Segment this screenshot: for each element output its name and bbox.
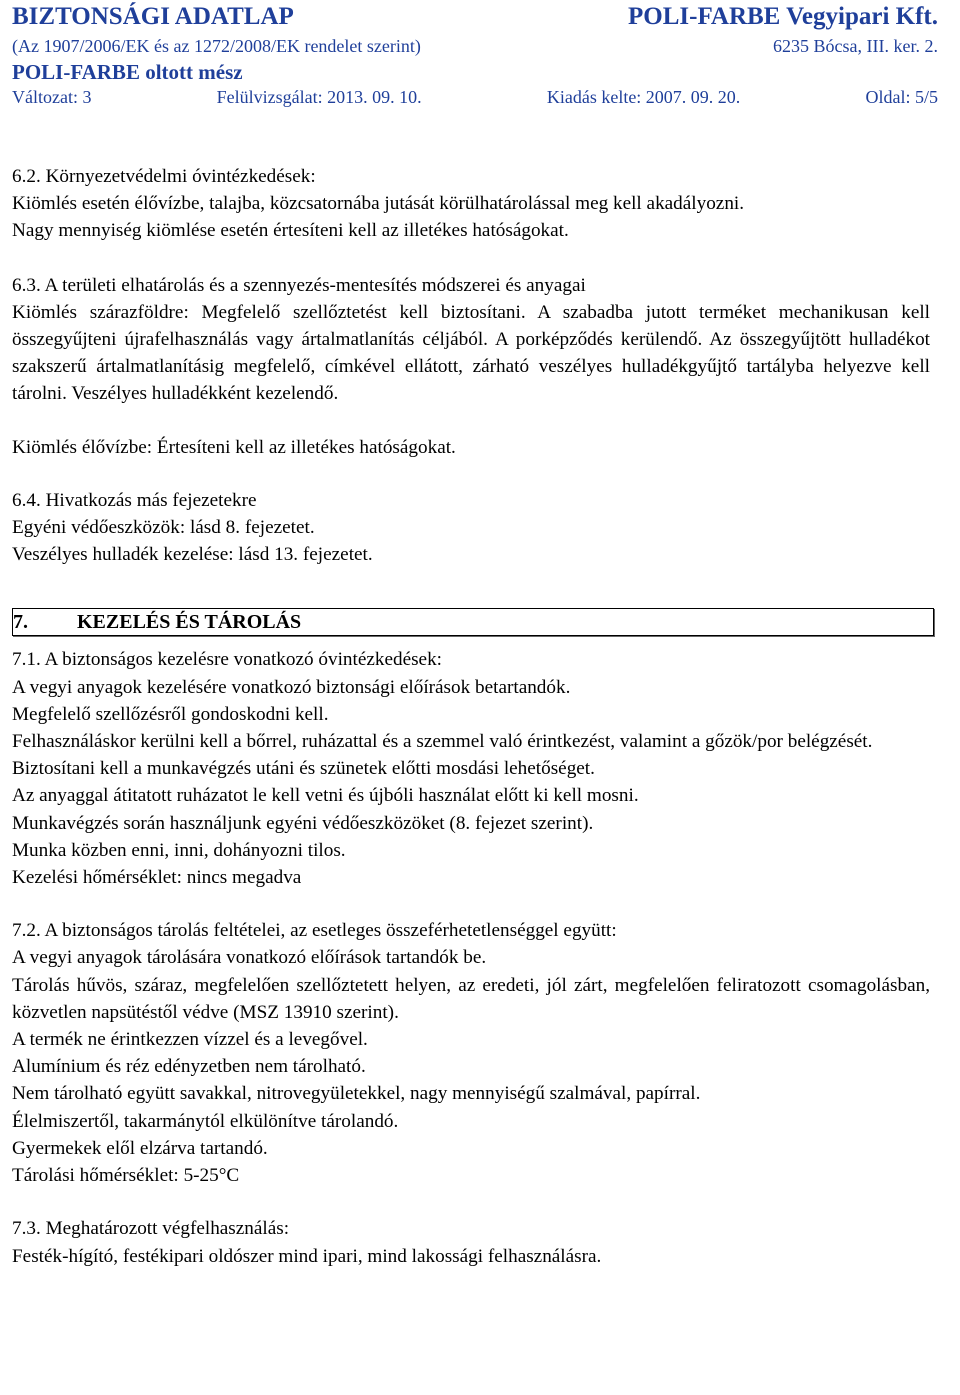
section-6-2-heading: 6.2. Környezetvédelmi óvintézkedések:	[12, 166, 316, 187]
section-7-2-line: Nem tárolható együtt savakkal, nitrovegyületekkel, nagy mennyiségű szalmával, papírral.	[12, 1083, 701, 1105]
header-sub-row	[12, 36, 938, 57]
company-name: POLI-FARBE Vegyipari Kft.	[628, 3, 938, 30]
section-7-2-line: A vegyi anyagok tárolására vonatkozó előírások tartandók be.	[12, 947, 487, 969]
section-6-3-heading: 6.3. A területi elhatárolás és a szennyezés-mentesítés módszerei és anyagai	[12, 274, 586, 296]
section-7-2-line: Alumínium és réz edényzetben nem tárolható.	[12, 1056, 366, 1078]
section-7-2-heading: 7.2. A biztonságos tárolás feltételei, az esetleges összeférhetetlenséggel együtt:	[12, 920, 617, 942]
section-7-title: KEZELÉS ÉS TÁROLÁS	[77, 611, 302, 634]
section-7-title-box	[12, 608, 934, 636]
section-7-2-line: Gyermekek elől elzárva tartandó.	[12, 1137, 268, 1159]
section-7-2-line: A termék ne érintkezzen vízzel és a levegővel.	[12, 1029, 368, 1051]
section-7-1-line: A vegyi anyagok kezelésére vonatkozó biztonsági előírások betartandók.	[12, 676, 571, 698]
revision-date: Felülvizsgálat: 2013. 09. 10.	[216, 87, 422, 107]
section-7-1-line: Megfelelő szellőzésről gondoskodni kell.	[12, 703, 329, 725]
regulation: (Az 1907/2006/EK és az 1272/2008/EK rendelet szerint)	[12, 36, 421, 56]
section-7-1-line: Kezelési hőmérséklet: nincs megadva	[12, 867, 302, 889]
header-meta-row	[12, 87, 938, 108]
header-product-row	[12, 60, 938, 85]
header-title-row	[12, 3, 938, 35]
section-7-number: 7.	[13, 611, 28, 634]
section-7-3-line: Festék-hígító, festékipari oldószer mind ipari, mind lakossági felhasználásra.	[12, 1245, 602, 1267]
section-6-3-paragraph: Kiömlés szárazföldre: Megfelelő szellőztetést kell biztosítani. A szabadba jutott terméket mechanikusan kell összegyűjteni újrafelhasználás vagy ártalmatlanítás céljából. A porképződés kerülendő. Az összegyűjtött hulladékot szakszerű ártalmatlanításig megfelelő, címkével ellátott, zárható veszélyes hulladékgyűjtő tartályba helyezve kell tárolni. Veszélyes hulladékként kezelendő.	[12, 301, 930, 405]
company-address: 6235 Bócsa, III. ker. 2.	[773, 36, 938, 56]
section-7-1-line: Munka közben enni, inni, dohányozni tilos.	[12, 839, 346, 861]
section-6-4-heading: 6.4. Hivatkozás más fejezetekre	[12, 489, 257, 511]
section-7-1-line: Biztosítani kell a munkavégzés utáni és szünetek előtti mosdási lehetőséget.	[12, 758, 595, 780]
section-7-1-line: Munkavégzés során használjunk egyéni védőeszközöket (8. fejezet szerint).	[12, 812, 594, 834]
section-6-3-water: Kiömlés élővízbe: Értesíteni kell az illetékes hatóságokat.	[12, 436, 456, 458]
section-6-4-line: Egyéni védőeszközök: lásd 8. fejezetet.	[12, 517, 315, 539]
section-7-1-heading: 7.1. A biztonságos kezelésre vonatkozó óvintézkedések:	[12, 649, 442, 671]
section-7-1-line: Az anyaggal átitatott ruházatot le kell vetni és újbóli használat előtt ki kell mosni.	[12, 785, 639, 807]
version: Változat: 3	[12, 87, 92, 107]
section-6-2-line: Kiömlés esetén élővízbe, talajba, közcsatornába jutását körülhatárolással meg kell akadályozni.	[12, 193, 745, 215]
section-6-4-line: Veszélyes hulladék kezelése: lásd 13. fejezetet.	[12, 544, 373, 566]
section-6-2-line: Nagy mennyiség kiömlése esetén értesíteni kell az illetékes hatóságokat.	[12, 220, 569, 242]
section-7-2-line: Élelmiszertől, takarmánytól elkülönítve tárolandó.	[12, 1110, 399, 1132]
product-name: POLI-FARBE oltott mész	[12, 60, 243, 84]
document-body	[12, 163, 930, 1270]
section-7-2-line: Tárolási hőmérséklet: 5-25°C	[12, 1165, 240, 1187]
issue-date: Kiadás kelte: 2007. 09. 20.	[546, 87, 741, 107]
section-7-3-heading: 7.3. Meghatározott végfelhasználás:	[12, 1218, 290, 1240]
section-7-2-paragraph: Tárolás hűvös, száraz, megfelelően szellőztetett helyen, az eredeti, jól zárt, megfelelően feliratozott csomagolásban, közvetlen napsütéstől védve (MSZ 13910 szerint).	[12, 974, 930, 1023]
doc-title: BIZTONSÁGI ADATLAP	[12, 3, 294, 30]
page-number: Oldal: 5/5	[865, 87, 938, 107]
section-7-1-paragraph: Felhasználáskor kerülni kell a bőrrel, ruházattal és a szemmel való érintkezést, valamint a gőzök/por belégzését.	[12, 731, 873, 753]
